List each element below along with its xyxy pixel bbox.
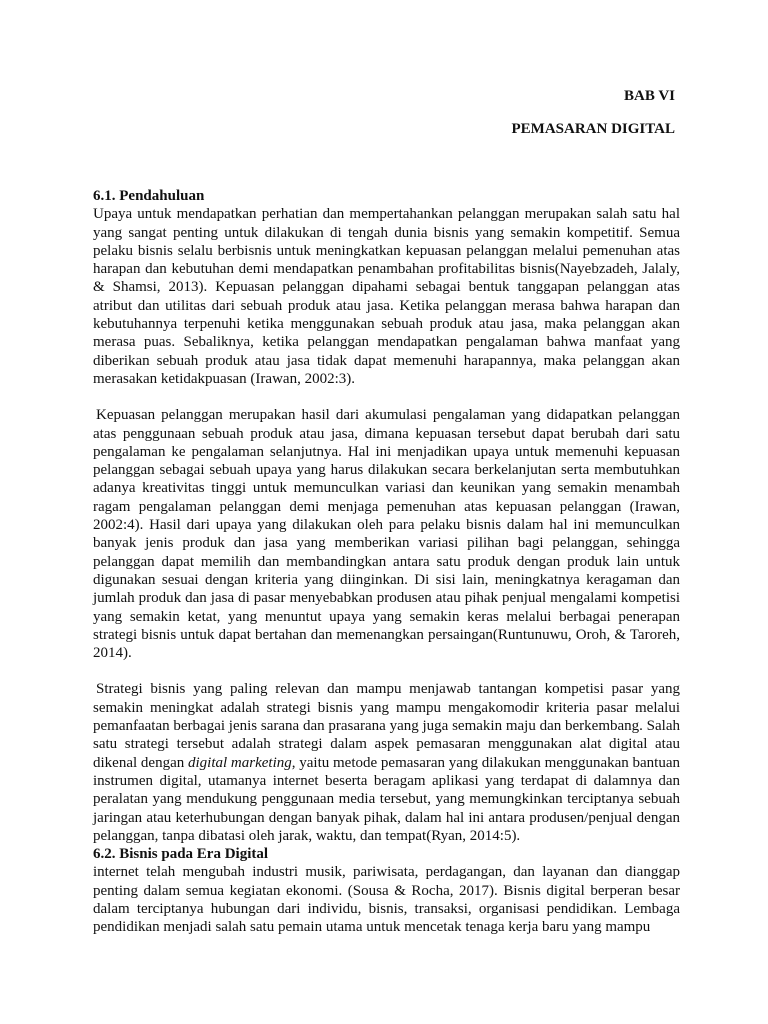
chapter-title: PEMASARAN DIGITAL	[511, 121, 675, 137]
paragraph-1: Upaya untuk mendapatkan perhatian dan mempertahankan pelanggan merupakan salah satu hal yang sangat penting untuk dilakukan di tengah dunia bisnis yang semakin kompetitif. Semua pelaku bisnis selalu berbisnis untuk meningkatkan kepuasan pelanggan melalui pemenuhan atas harapan dan kebutuhan demi mendapatkan penambahan profitabilitas bisnis(Nayebzadeh, Jalaly, & Shamsi, 2013). Kepuasan pelanggan dipahami sebagai bentuk tanggapan pelanggan atas atribut dan utilitas dari sebuah produk atau jasa. Ketika pelanggan merasa bahwa harapan dan kebutuhannya terpenuhi ketika menggunakan sebuah produk atau jasa, maka pelanggan akan merasa puas. Sebaliknya, ketika pelanggan mendapatkan pengalaman bahwa manfaat yang diberikan sebuah produk atau jasa tidak dapat memenuhi harapannya, maka pelanggan akan merasakan ketidakpuasan (Irawan, 2002:3).	[93, 206, 680, 387]
section-heading-bisnis-era-digital: 6.2. Bisnis pada Era Digital	[93, 846, 269, 863]
paragraph-3-text-a: Strategi bisnis yang paling relevan dan mampu menjawab tantangan kompetisi pasar yang semakin meningkat adalah strategi bisnis yang mampu mengakomodir kriteria pasar melalui pemanfaatan berbagai jenis sarana dan prasarana yang juga semakin maju dan berkembang. Salah satu strategi tersebut adalah strategi dalam aspek pemasaran menggunakan alat digital atau dikenal dengan	[93, 681, 680, 771]
document-body	[93, 187, 680, 937]
paragraph-3-text-b: , yaitu metode pemasaran yang dilakukan menggunakan bantuan instrumen digital, utamanya internet beserta beragam aplikasi yang terdapat di dalamnya dan peralatan yang mendukung penggunaan media tersebut, yang memungkinkan terciptanya sebuah jaringan atau keterhubungan dengan banyak pihak, dalam hal ini antara produsen/penjual dengan pelanggan, tanpa dibatasi oleh jarak, waktu, dan tempat(Ryan, 2014:5).	[93, 754, 680, 844]
paragraph-4: internet telah mengubah industri musik, pariwisata, perdagangan, dan layanan dan dianggap penting dalam semua kegiatan ekonomi. (Sousa & Rocha, 2017). Bisnis digital berperan besar dalam terciptanya hubungan dari individu, bisnis, transaksi, organisasi pendidikan. Lembaga pendidikan menjadi salah satu pemain utama untuk mencetak tenaga kerja baru yang mampu	[93, 864, 680, 936]
digital-marketing-term: digital marketing	[188, 754, 292, 771]
section-heading-pendahuluan: 6.1. Pendahuluan	[93, 188, 205, 204]
chapter-number: BAB VI	[624, 88, 675, 104]
paragraph-3	[93, 680, 680, 845]
paragraph-2: Kepuasan pelanggan merupakan hasil dari akumulasi pengalaman yang didapatkan pelanggan atas penggunaan sebuah produk atau jasa, dimana kepuasan tersebut dapat berubah dari satu pengalaman ke pengalaman selanjutnya. Hal ini menjadikan upaya untuk memenuhi kepuasan pelanggan sebagai sebuah upaya yang harus dilakukan secara berkelanjutan serta membutuhkan adanya kreativitas tinggi untuk memunculkan variasi dan keunikan yang semakin menambah ragam pengalaman pelanggan demi menjaga pemenuhan atas kepuasan pelanggan (Irawan, 2002:4). Hasil dari upaya yang dilakukan oleh para pelaku bisnis dalam hal ini memunculkan banyak jenis produk dan jasa yang memberikan variasi pilihan bagi pelanggan, sehingga pelanggan dapat memilih dan membandingkan antara satu produk dengan produk lain untuk digunakan sesuai dengan kriteria yang diinginkan. Di sisi lain, meningkatnya keragaman dan jumlah produk dan jasa di pasar menyebabkan produsen atau pihak penjual mengalami kompetisi yang semakin ketat, yang menuntut upaya yang semakin keras melalui berbagai penerapan strategi bisnis untuk dapat bertahan dan memenangkan persaingan(Runtunuwu, Oroh, & Taroreh, 2014).	[93, 407, 680, 662]
